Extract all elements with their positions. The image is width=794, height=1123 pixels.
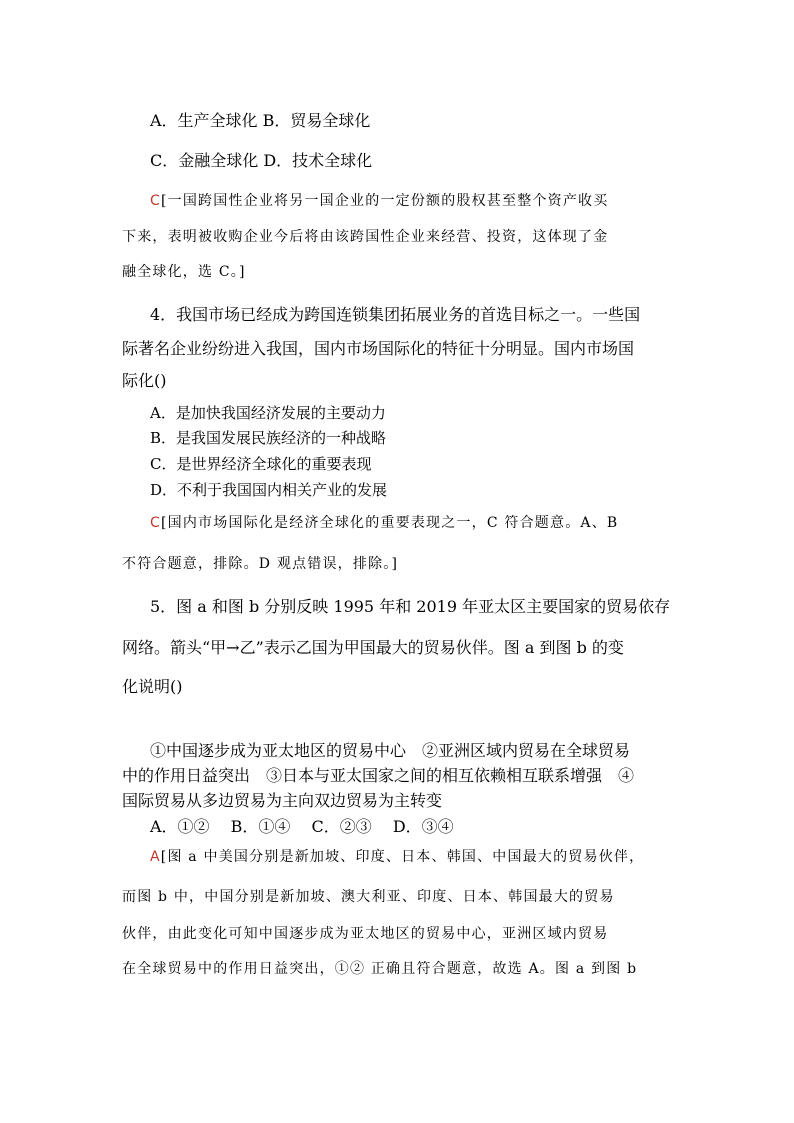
q5-stem-line-1: 5．图 a 和图 b 分别反映 1995 年和 2019 年亚太区主要国家的贸易依存 [150,597,671,616]
q5-answer-letter: A [150,849,161,865]
q5-analysis-line-4: 在全球贸易中的作用日益突出，①② 正确且符合题意，故选 A。图 a 到图 b [122,961,638,977]
q5-options-line: A．①② B．①④ C．②③ D．③④ [150,817,454,836]
q3-analysis-text: [一国跨国性企业将另一国企业的一定份额的股权甚至整个资产收买 [160,193,609,209]
q5-statement-line-2: 中的作用日益突出 ③日本与亚太国家之间的相互依赖相互联系增强 ④ [122,766,635,785]
q5-stem-line-2: 网络。箭头“甲→乙”表示乙国为甲国最大的贸易伙伴。图 a 到图 b 的变 [122,638,624,657]
q3-answer-letter: C [150,193,161,209]
q3-analysis-line-1 [150,190,608,210]
q5-analysis-line-3: 伙伴，由此变化可知中国逐步成为亚太地区的贸易中心，亚洲区域内贸易 [122,926,609,942]
q4-answer-letter: C [150,515,161,531]
q4-analysis-line-2: 不符合题意，排除。D 观点错误，排除。] [122,556,399,572]
q4-stem-line-3: 际化() [122,371,167,390]
q5-statement-line-3: 国际贸易从多边贸易为主向双边贸易为主转变 [122,791,443,810]
q4-option-d: D．不利于我国国内相关产业的发展 [150,481,388,499]
q4-analysis-line-1 [150,512,618,532]
q4-analysis-text: [国内市场国际化是经济全球化的重要表现之一，C 符合题意。A、B [160,515,619,531]
q5-stem-line-3: 化说明() [122,677,183,696]
q4-option-a: A．是加快我国经济发展的主要动力 [150,404,386,422]
q4-stem-line-1: 4．我国市场已经成为跨国连锁集团拓展业务的首选目标之一。一些国 [150,305,641,324]
q5-analysis-line-1 [150,846,644,866]
q3-options-line-2: C．金融全球化 D．技术全球化 [150,151,373,170]
q5-analysis-text: [图 a 中美国分别是新加坡、印度、日本、韩国、中国最大的贸易伙伴， [160,849,645,865]
q4-stem-line-2: 际著名企业纷纷进入我国，国内市场国际化的特征十分明显。国内市场国 [122,339,635,358]
q3-analysis-line-3: 融全球化，选 C。] [122,264,246,280]
q3-analysis-line-2: 下来，表明被收购企业今后将由该跨国性企业来经营、投资，这体现了金 [122,229,609,245]
q3-options-line-1: A．生产全球化 B．贸易全球化 [150,111,371,130]
q5-analysis-line-2: 而图 b 中，中国分别是新加坡、澳大利亚、印度、日本、韩国最大的贸易 [122,889,615,905]
q4-option-c: C．是世界经济全球化的重要表现 [150,455,372,473]
q5-statement-line-1: ①中国逐步成为亚太地区的贸易中心 ②亚洲区域内贸易在全球贸易 [150,741,631,760]
q4-option-b: B．是我国发展民族经济的一种战略 [150,429,387,447]
